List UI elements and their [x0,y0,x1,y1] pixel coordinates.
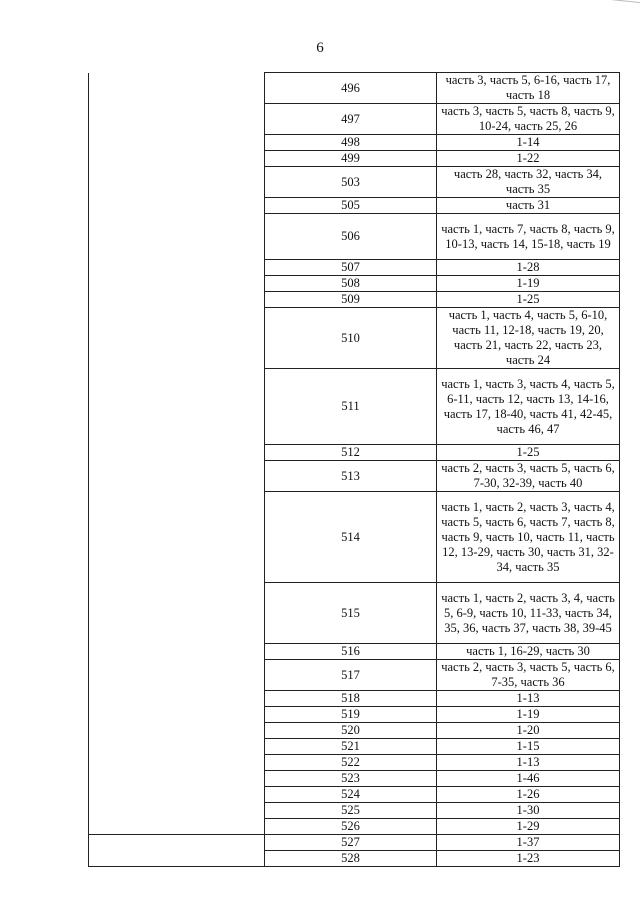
article-number: 517 [265,660,437,691]
article-parts: 1-29 [437,819,620,835]
article-number: 525 [265,803,437,819]
article-number: 496 [265,73,437,104]
article-parts: 1-13 [437,691,620,707]
article-number: 518 [265,691,437,707]
article-number: 498 [265,135,437,151]
article-parts: 1-14 [437,135,620,151]
article-parts: 1-15 [437,739,620,755]
article-parts: часть 1, 16-29, часть 30 [437,644,620,660]
empty-left-cell [89,73,265,835]
article-number: 526 [265,819,437,835]
article-parts: 1-26 [437,787,620,803]
article-parts: часть 3, часть 5, 6-16, часть 17, часть 18 [437,73,620,104]
article-number: 506 [265,214,437,260]
article-number: 521 [265,739,437,755]
article-parts: 1-28 [437,260,620,276]
article-number: 527 [265,835,437,851]
article-parts: 1-22 [437,151,620,167]
article-number: 503 [265,167,437,198]
article-number: 511 [265,369,437,445]
article-parts: часть 1, часть 3, часть 4, часть 5, 6-11, часть 12, часть 13, 14-16, часть 17, 18-40, часть 41, 42-45, часть 46, 47 [437,369,620,445]
article-number: 497 [265,104,437,135]
article-parts: часть 28, часть 32, часть 34, часть 35 [437,167,620,198]
article-parts: часть 1, часть 2, часть 3, 4, часть 5, 6-9, часть 10, 11-33, часть 34, 35, 36, часть 37, часть 38, 39-45 [437,583,620,644]
article-number: 507 [265,260,437,276]
article-number: 505 [265,198,437,214]
article-parts: 1-13 [437,755,620,771]
article-parts: 1-37 [437,835,620,851]
scan-edge-mark [600,0,640,7]
article-number: 528 [265,851,437,867]
article-number: 515 [265,583,437,644]
article-parts: часть 1, часть 4, часть 5, 6-10, часть 11, 12-18, часть 19, 20, часть 21, часть 22, часть 23, часть 24 [437,308,620,369]
article-number: 514 [265,492,437,583]
article-parts: 1-20 [437,723,620,739]
article-number: 520 [265,723,437,739]
article-parts: часть 31 [437,198,620,214]
table-row [89,73,620,104]
article-parts: 1-23 [437,851,620,867]
article-parts: часть 1, часть 7, часть 8, часть 9, 10-13, часть 14, 15-18, часть 19 [437,214,620,260]
empty-left-cell [89,835,265,867]
article-parts: часть 2, часть 3, часть 5, часть 6, 7-35, часть 36 [437,660,620,691]
article-number: 522 [265,755,437,771]
article-number: 510 [265,308,437,369]
article-number: 513 [265,461,437,492]
article-parts: 1-46 [437,771,620,787]
article-parts: часть 3, часть 5, часть 8, часть 9, 10-24, часть 25, 26 [437,104,620,135]
page-number: 6 [316,40,324,56]
article-parts: 1-19 [437,276,620,292]
articles-table [88,72,620,867]
article-number: 508 [265,276,437,292]
article-parts: 1-19 [437,707,620,723]
article-parts: 1-30 [437,803,620,819]
article-number: 499 [265,151,437,167]
article-parts: часть 2, часть 3, часть 5, часть 6, 7-30, 32-39, часть 40 [437,461,620,492]
article-number: 523 [265,771,437,787]
article-number: 524 [265,787,437,803]
article-parts: 1-25 [437,445,620,461]
article-number: 519 [265,707,437,723]
article-parts: 1-25 [437,292,620,308]
article-parts: часть 1, часть 2, часть 3, часть 4, часть 5, часть 6, часть 7, часть 8, часть 9, часть 10, часть 11, часть 12, 13-29, часть 30, часть 31, 32-34, часть 35 [437,492,620,583]
article-number: 512 [265,445,437,461]
table-row [89,835,620,851]
article-number: 516 [265,644,437,660]
article-number: 509 [265,292,437,308]
